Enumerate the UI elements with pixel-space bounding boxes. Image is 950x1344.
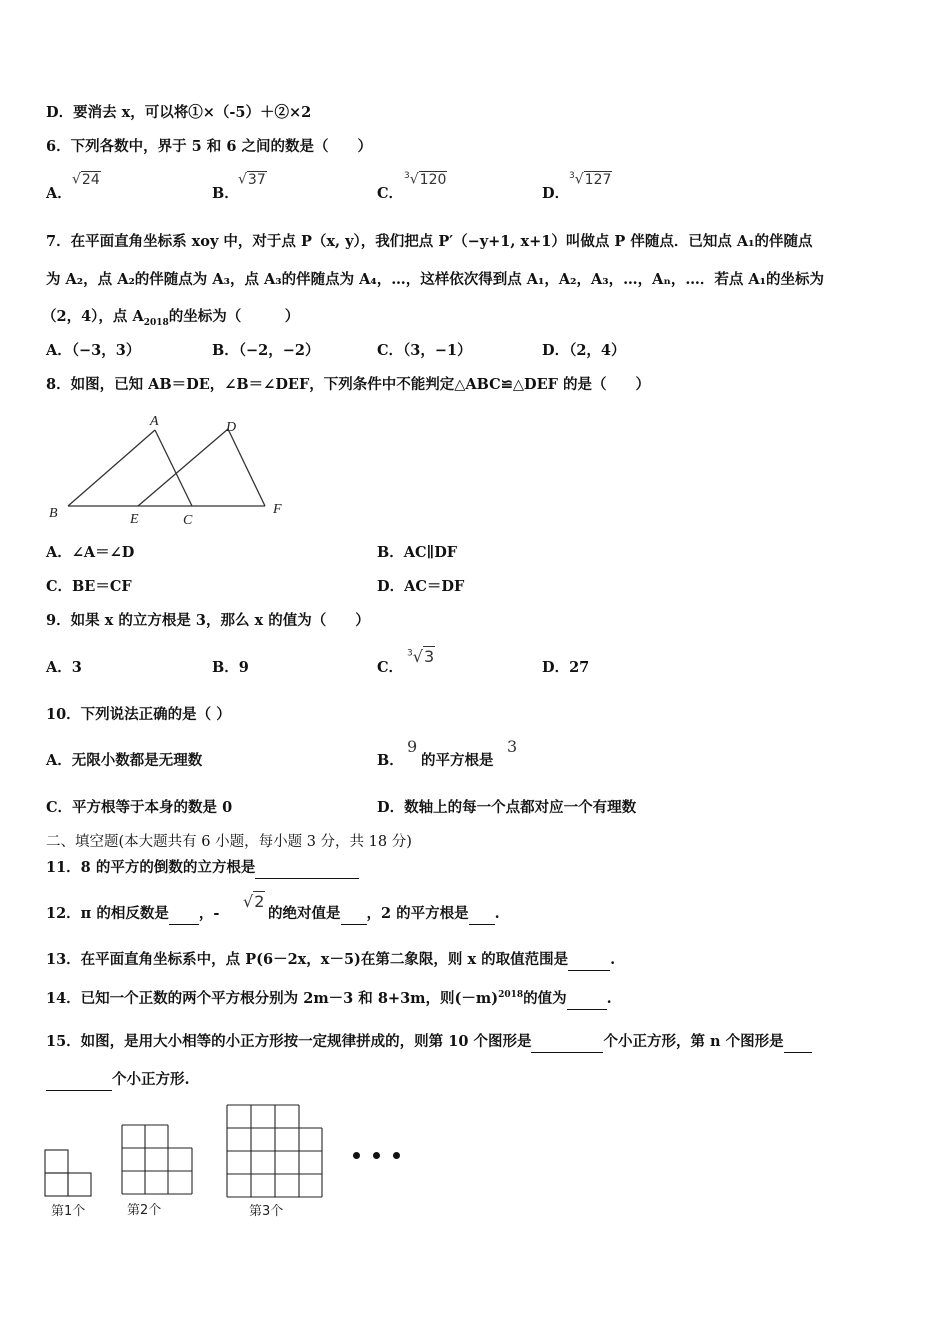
q10-option-c: C．平方根等于本身的数是 0 (46, 799, 233, 816)
q6-option-c-radical (404, 171, 447, 188)
q6-c-radicand: 120 (419, 171, 447, 188)
fig1-square (68, 1173, 91, 1196)
q6-option-b-radical (238, 171, 267, 188)
q14-pre: 14．已知一个正数的两个平方根分别为 2m－3 和 8+3m，则(－m) (46, 989, 499, 1007)
q12-mid2: 的绝对值是 (268, 905, 341, 922)
q9-option-a: A．3 (46, 659, 82, 676)
radical-sign-icon: √ (238, 171, 247, 188)
ellipsis-dot-icon (373, 1152, 380, 1159)
q15-line1 (46, 1032, 812, 1053)
q6-c-index: 3 (404, 171, 410, 181)
q7-line1: 7．在平面直角坐标系 xoy 中，对于点 P（x, y），我们把点 P′（−y+1, x+1）叫做点 P 伴随点．已知点 A₁的伴随点 (46, 233, 813, 250)
fig3-grid (227, 1105, 322, 1197)
q7-option-c: C．（3，−1） (377, 342, 472, 359)
q10-stem: 10．下列说法正确的是（ ） (46, 706, 231, 723)
q6-a-radicand: 24 (81, 171, 100, 188)
q15-fig2-caption: 第2个 (127, 1203, 162, 1218)
q12-blank-3[interactable] (469, 904, 495, 925)
q6-stem: 6．下列各数中，界于 5 和 6 之间的数是（ ） (46, 138, 372, 155)
q12-sqrt2 (243, 892, 265, 911)
q10-b-number-3: 3 (507, 737, 518, 756)
q15-fig1-caption: 第1个 (51, 1204, 86, 1219)
q9-option-b: B．9 (212, 659, 249, 676)
q10-option-d: D．数轴上的每一个点都对应一个有理数 (377, 799, 637, 816)
q15-blank-2b[interactable] (46, 1070, 112, 1091)
line-ed (138, 429, 228, 506)
q6-option-b-label: B． (212, 185, 239, 202)
q15-fig3-caption: 第3个 (249, 1204, 284, 1219)
q14-end: . (606, 989, 612, 1007)
q13-line (46, 950, 615, 971)
q12-mid1: ，- (198, 905, 220, 922)
label-a: A (150, 414, 159, 429)
radical-sign-icon: √ (243, 892, 254, 911)
q10-option-b-label: B． (377, 752, 404, 769)
fig1-square (45, 1173, 68, 1196)
q6-b-radicand: 37 (247, 171, 266, 188)
fig2-grid (122, 1125, 192, 1194)
q15-line1-pre: 15．如图，是用大小相等的小正方形按一定规律拼成的，则第 10 个图形是 (46, 1033, 532, 1050)
q7-option-a: A．（−3，3） (46, 342, 141, 359)
q6-option-d-label: D． (542, 185, 570, 202)
q12-end: . (494, 905, 500, 922)
q7-line2: 为 A₂，点 A₂的伴随点为 A₃，点 A₃的伴随点为 A₄，…，这样依次得到点 A₁，A₂，A₃，…，Aₙ，…．若点 A₁的坐标为 (46, 271, 825, 288)
line-df (228, 429, 265, 506)
q8-triangle-figure (40, 405, 300, 535)
q6-option-c-label: C． (377, 185, 404, 202)
q15-blank-2a[interactable] (784, 1032, 812, 1053)
q11-line (46, 858, 359, 879)
q13-answer-blank[interactable] (568, 950, 610, 971)
q12-blank-2[interactable] (341, 904, 367, 925)
q13-text: 13．在平面直角坐标系中，点 P(6－2x，x－5)在第二象限，则 x 的取值范围是 (46, 951, 569, 968)
q9-option-d: D．27 (542, 659, 590, 676)
q14-post: 的值为 (523, 989, 567, 1007)
q12-line-rest (268, 904, 500, 925)
q10-b-text: 的平方根是 (421, 752, 494, 769)
q10-option-a: A．无限小数都是无理数 (46, 752, 203, 769)
q14-sup: 2018 (498, 990, 524, 1000)
q15-line1-mid: 个小正方形，第 n 个图形是 (603, 1033, 784, 1050)
q9-c-index: 3 (407, 648, 413, 659)
q8-option-b: B．AC∥DF (377, 544, 458, 561)
radical-sign-icon: √ (574, 171, 584, 188)
q6-d-index: 3 (569, 171, 575, 181)
fig1-square (45, 1150, 68, 1173)
q8-option-c: C．BE＝CF (46, 578, 132, 595)
q6-d-radicand: 127 (584, 171, 612, 188)
label-f: F (273, 502, 282, 517)
q7-option-b: B．（−2，−2） (212, 342, 320, 359)
q8-option-d: D．AC＝DF (377, 578, 465, 595)
label-d: D (226, 420, 237, 435)
q14-answer-blank[interactable] (567, 989, 607, 1010)
q12-radicand: 2 (254, 892, 265, 911)
q12-blank-1[interactable] (169, 904, 199, 925)
q6-option-a-radical (72, 171, 101, 188)
q12-mid3: ，2 的平方根是 (366, 905, 469, 922)
label-c: C (183, 513, 193, 528)
label-b: B (49, 506, 58, 521)
q14-line (46, 985, 612, 1010)
q11-answer-blank[interactable] (255, 858, 359, 879)
radical-sign-icon: √ (409, 171, 419, 188)
q5-option-d: D．要消去 x，可以将①×（-5）＋②×2 (46, 104, 312, 121)
line-ac (155, 430, 192, 506)
q9-c-radicand: 3 (423, 647, 435, 666)
q7-line3-pre: （2，4），点 A (42, 308, 144, 325)
q12-pre: 12．π 的相反数是 (46, 905, 169, 922)
radical-sign-icon: √ (412, 647, 423, 666)
q15-blank-1[interactable] (531, 1032, 603, 1053)
q7-option-d: D．（2，4） (542, 342, 626, 359)
q9-option-c-radical (407, 647, 435, 666)
label-e: E (130, 512, 139, 527)
q15-line2 (46, 1070, 190, 1091)
ellipsis-dot-icon (393, 1152, 400, 1159)
q13-end: . (610, 951, 616, 968)
q10-b-number-9: 9 (407, 737, 418, 756)
section2-heading: 二、填空题(本大题共有 6 小题，每小题 3 分，共 18 分) (46, 834, 412, 850)
q9-stem: 9．如果 x 的立方根是 3，那么 x 的值为（ ） (46, 612, 370, 629)
q7-line3-post: 的坐标为（ ） (168, 308, 300, 325)
q15-line2-post: 个小正方形. (112, 1071, 190, 1088)
line-ba (68, 430, 155, 506)
q12-line (46, 904, 219, 925)
q6-option-d-radical (569, 171, 612, 188)
q15-square-pattern-figure (40, 1100, 420, 1220)
q11-text: 11．8 的平方的倒数的立方根是 (46, 859, 256, 876)
q8-option-a: A．∠A＝∠D (46, 544, 135, 561)
ellipsis-dot-icon (353, 1152, 360, 1159)
q7-line3 (42, 307, 299, 333)
q9-option-c-label: C． (377, 659, 404, 676)
q8-stem: 8．如图，已知 AB＝DE，∠B＝∠DEF，下列条件中不能判定△ABC≌△DEF 的是（ ） (46, 376, 650, 393)
q6-option-a-label: A． (46, 185, 72, 202)
q7-line3-sub: 2018 (143, 317, 169, 328)
radical-sign-icon: √ (72, 171, 81, 188)
